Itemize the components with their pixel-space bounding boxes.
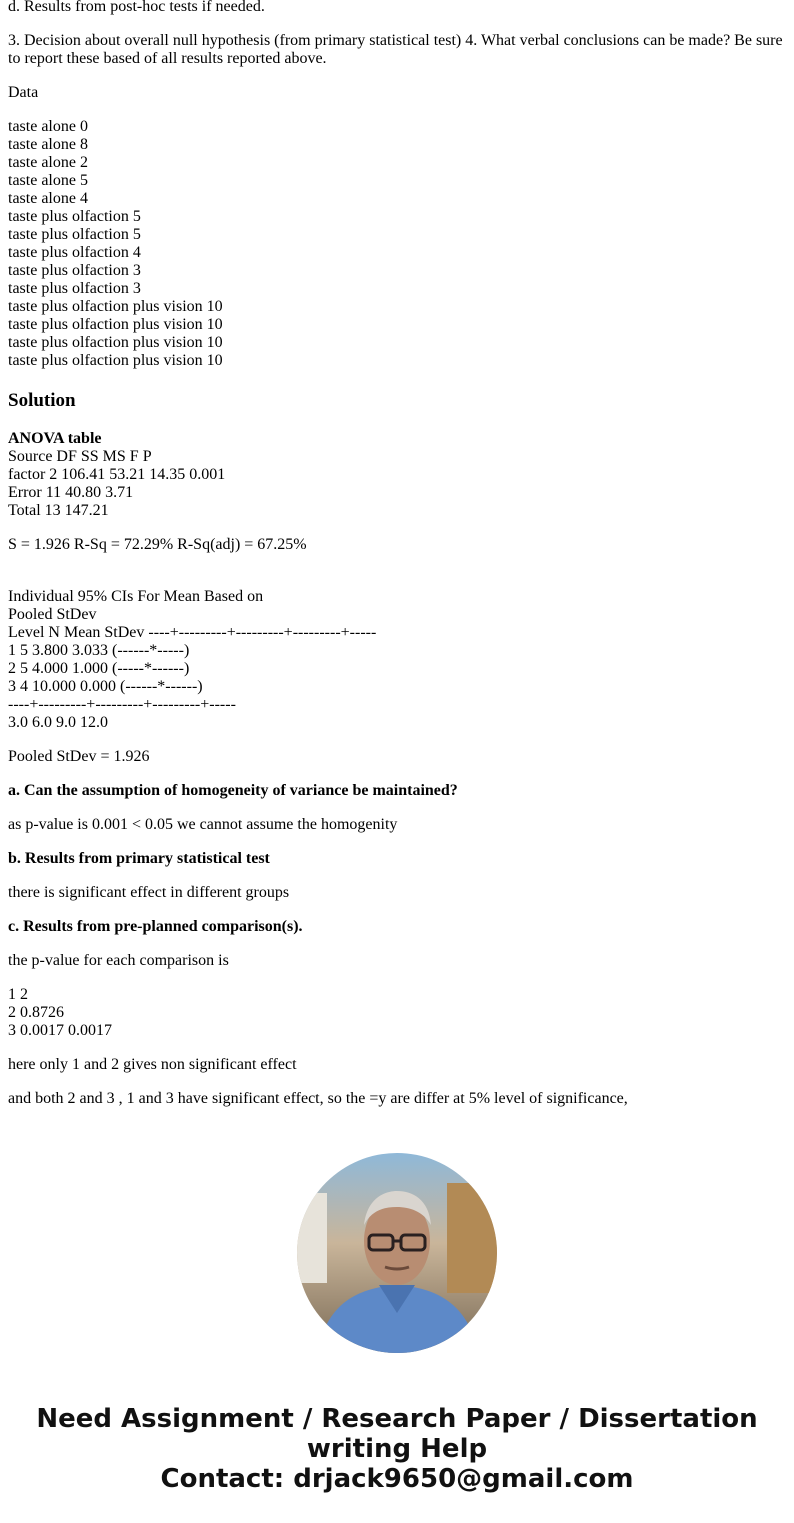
anova-row: factor 2 106.41 53.21 14.35 0.001 (8, 466, 226, 483)
author-portrait-icon (297, 1153, 497, 1353)
data-row: taste plus olfaction plus vision 10 (8, 352, 223, 369)
promo-line-1: Need Assignment / Research Paper / Dissertation (36, 1404, 758, 1434)
intro-item-d: d. Results from post-hoc tests if needed. (8, 0, 265, 15)
data-row: taste plus olfaction 5 (8, 208, 141, 225)
data-row: taste plus olfaction 4 (8, 244, 141, 261)
intro-items-3-4: 3. Decision about overall null hypothesis (from primary statistical test) 4. What verbal conclusions can be made? Be sure to report these based of all results reported above. (8, 32, 783, 67)
data-list (8, 118, 786, 370)
anova-row: Total 13 147.21 (8, 502, 109, 519)
ci-line: 3.0 6.0 9.0 12.0 (8, 714, 108, 731)
anova-title: ANOVA table (8, 430, 102, 447)
anova-row: Error 11 40.80 3.71 (8, 484, 134, 501)
author-avatar (297, 1153, 497, 1353)
answer-b: there is significant effect in different groups (8, 884, 290, 901)
data-row: taste plus olfaction plus vision 10 (8, 298, 223, 315)
question-c: c. Results from pre-planned comparison(s). (8, 918, 303, 935)
data-row: taste alone 8 (8, 136, 88, 153)
ci-line: 1 5 3.800 3.033 (------*-----) (8, 642, 190, 659)
solution-heading: Solution (8, 390, 76, 411)
comparison-row: 2 0.8726 (8, 1004, 64, 1021)
data-row: taste alone 5 (8, 172, 88, 189)
answer-c: the p-value for each comparison is (8, 952, 229, 969)
ci-line: 2 5 4.000 1.000 (-----*------) (8, 660, 190, 677)
fit-stats: S = 1.926 R-Sq = 72.29% R-Sq(adj) = 67.25% (8, 536, 307, 553)
document-body (8, 0, 786, 1124)
comparison-table (8, 986, 786, 1040)
conclusion-2: and both 2 and 3 , 1 and 3 have significant effect, so the =y are differ at 5% level of significance, (8, 1090, 628, 1107)
data-row: taste plus olfaction 3 (8, 280, 141, 297)
comparison-row: 1 2 (8, 986, 28, 1003)
anova-table (8, 430, 786, 520)
anova-row: Source DF SS MS F P (8, 448, 152, 465)
question-b: b. Results from primary statistical test (8, 850, 270, 867)
promo-line-2: writing Help (306, 1434, 488, 1464)
data-row: taste alone 0 (8, 118, 88, 135)
answer-a: as p-value is 0.001 < 0.05 we cannot assume the homogenity (8, 816, 398, 833)
comparison-row: 3 0.0017 0.0017 (8, 1022, 112, 1039)
question-a: a. Can the assumption of homogeneity of variance be maintained? (8, 782, 458, 799)
promo-contact: Contact: drjack9650@gmail.com (160, 1464, 634, 1494)
ci-line: Pooled StDev (8, 606, 97, 623)
conclusion-1: here only 1 and 2 gives non significant effect (8, 1056, 297, 1073)
data-row: taste plus olfaction 5 (8, 226, 141, 243)
data-heading: Data (8, 84, 39, 101)
data-row: taste alone 2 (8, 154, 88, 171)
pooled-stdev: Pooled StDev = 1.926 (8, 748, 150, 765)
promo-banner (0, 1404, 794, 1494)
data-row: taste plus olfaction plus vision 10 (8, 334, 223, 351)
ci-block (8, 588, 786, 732)
ci-line: Individual 95% CIs For Mean Based on (8, 588, 264, 605)
data-row: taste plus olfaction plus vision 10 (8, 316, 223, 333)
data-row: taste plus olfaction 3 (8, 262, 141, 279)
ci-line: Level N Mean StDev ----+---------+---------+---------+----- (8, 624, 377, 641)
ci-line: 3 4 10.000 0.000 (------*------) (8, 678, 203, 695)
ci-line: ----+---------+---------+---------+----- (8, 696, 236, 713)
data-row: taste alone 4 (8, 190, 88, 207)
